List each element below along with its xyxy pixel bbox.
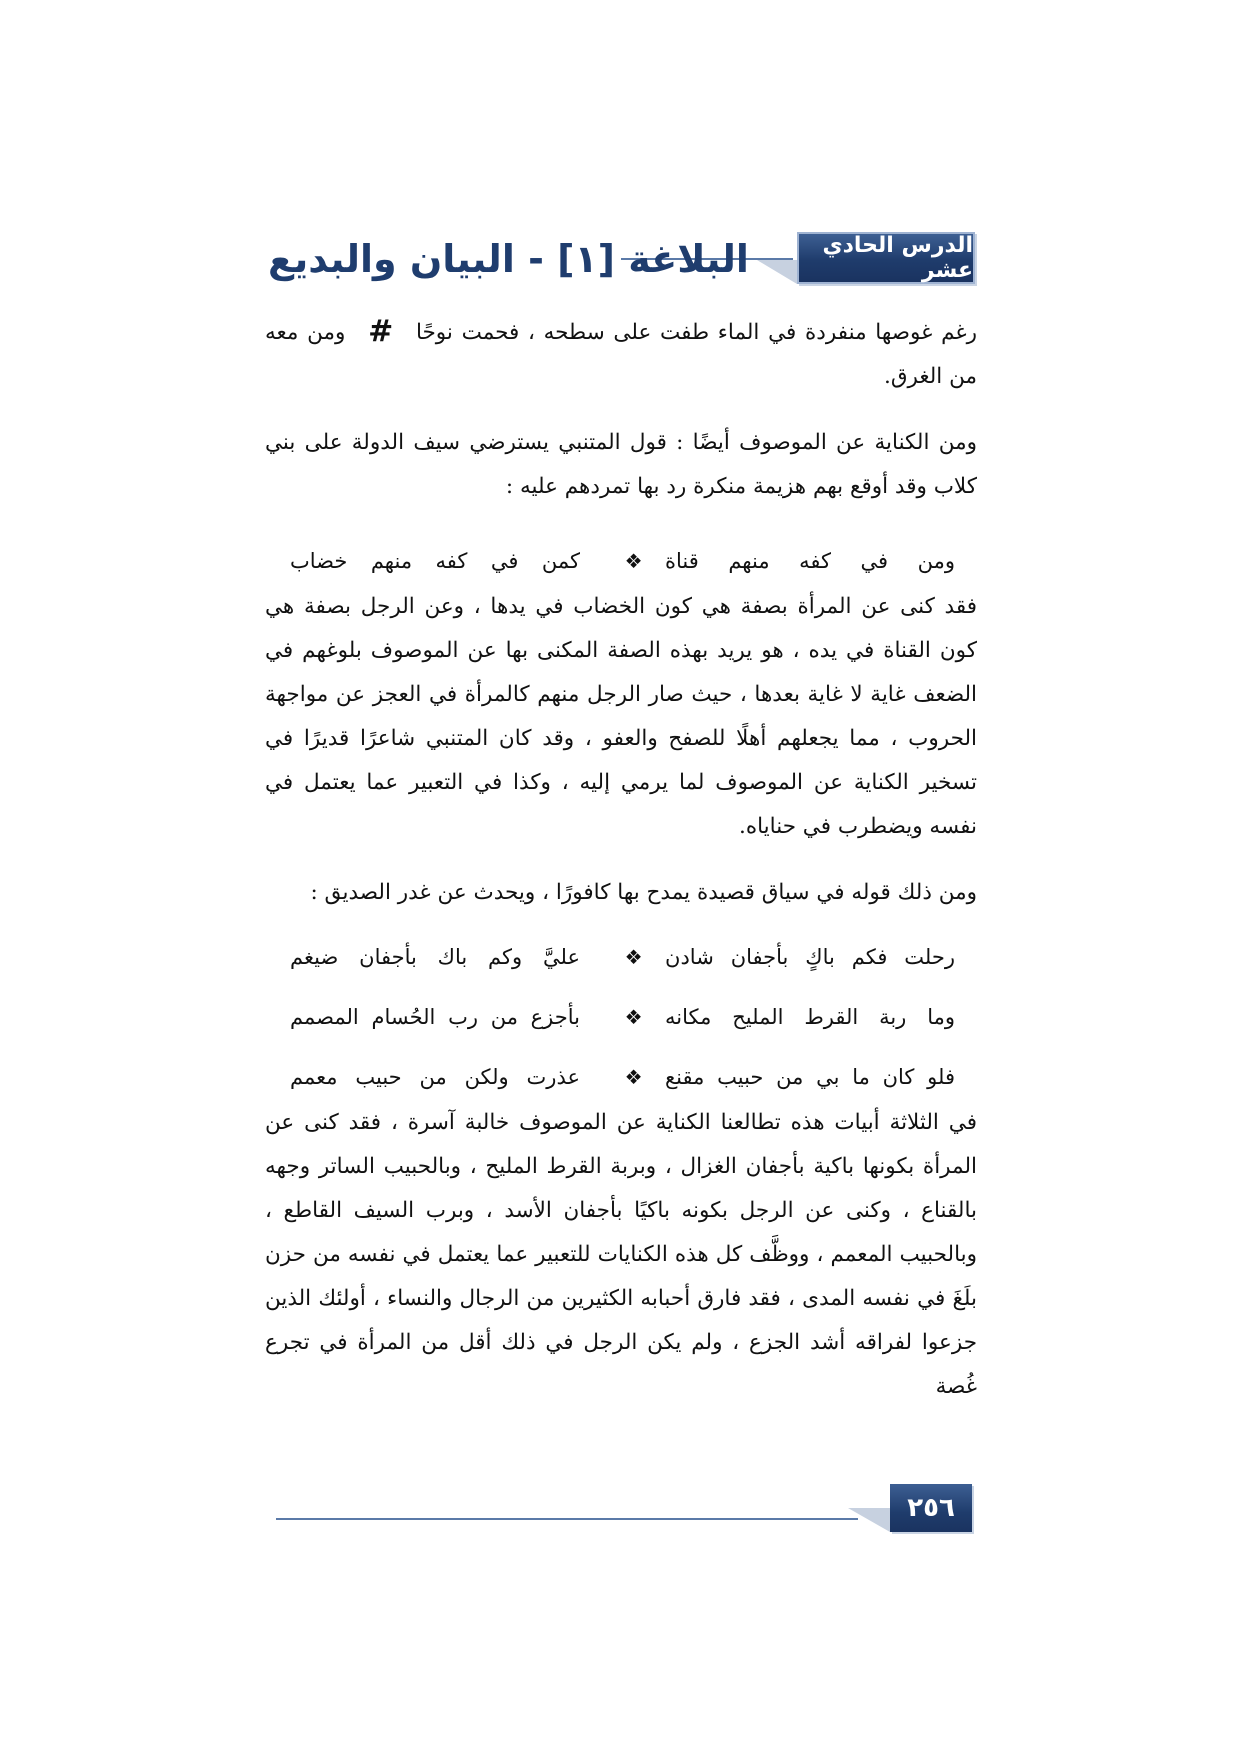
verse-3-first-hemistich	[665, 995, 955, 1039]
verse-word: قناة	[665, 549, 699, 573]
verse-word: عليَّ	[543, 945, 580, 969]
verse-word: رحلت	[904, 945, 955, 969]
book-title: البلاغة [١] - البيان والبديع	[268, 237, 749, 281]
verse-word: بي	[816, 1065, 840, 1089]
verse-word: ما	[852, 1065, 870, 1089]
verse-word: ولكن	[464, 1065, 509, 1089]
verse-word: كفه	[435, 549, 468, 573]
verse-3-second-hemistich	[290, 995, 580, 1039]
lesson-badge-tail	[757, 260, 797, 284]
verse-word: المصمم	[290, 1005, 359, 1029]
verse-word: كان	[882, 1065, 915, 1089]
verse-word: في	[490, 549, 519, 573]
verse-word: باكٍ	[805, 945, 835, 969]
verse-word: معمم	[290, 1065, 338, 1089]
paragraph-1-start: رغم غوصها منفردة في الماء طفت على سطحه ، فحمت نوحًا	[415, 320, 977, 345]
verse-1	[290, 531, 955, 591]
verse-word: حبيب	[717, 1065, 764, 1089]
page-number-tail	[848, 1508, 890, 1532]
verse-separator-icon: ❖	[624, 1005, 643, 1029]
verse-word: من	[490, 1005, 518, 1029]
verse-word: خضاب	[290, 549, 348, 573]
page-header	[268, 232, 975, 288]
verse-word: كمن	[541, 549, 580, 573]
verse-word: وما	[927, 1005, 955, 1029]
verse-word: فكم	[851, 945, 888, 969]
verse-word: وكم	[488, 945, 523, 969]
verse-word: بأجفان	[359, 945, 417, 969]
verse-word: مكانه	[665, 1005, 712, 1029]
verse-word: ضيغم	[290, 945, 339, 969]
verse-word: مقنع	[665, 1065, 705, 1089]
verse-word: بأجزع	[530, 1005, 580, 1029]
page-body	[265, 310, 977, 1409]
verse-separator-icon: ❖	[624, 945, 643, 969]
verse-word: حبيب	[355, 1065, 402, 1089]
verse-word: القرط	[804, 1005, 859, 1029]
verse-4-first-hemistich	[665, 1055, 955, 1099]
verse-4	[290, 1047, 955, 1107]
verse-word: شادن	[665, 945, 714, 969]
paragraph-2: ومن الكناية عن الموصوف أيضًا : قول المتنبي يسترضي سيف الدولة على بني كلاب وقد أوقع بهم هزيمة منكرة رد بها تمردهم عليه :	[265, 430, 977, 499]
peace-symbol: #	[368, 314, 394, 349]
verse-word: من	[776, 1065, 804, 1089]
footer-divider	[276, 1518, 858, 1520]
verse-word: المليح	[732, 1005, 784, 1029]
verse-word: كفه	[799, 549, 831, 573]
paragraph-4: ومن ذلك قوله في سياق قصيدة يمدح بها كافورًا ، ويحدث عن غدر الصديق :	[310, 880, 977, 905]
verse-3	[290, 987, 955, 1047]
page-number-badge	[890, 1484, 972, 1532]
verse-2-second-hemistich	[290, 935, 580, 979]
verse-word: باك	[437, 945, 468, 969]
verse-4-second-hemistich	[290, 1055, 580, 1099]
verse-word: الحُسام	[371, 1005, 436, 1029]
verse-word: ربة	[879, 1005, 907, 1029]
verse-word: في	[860, 549, 889, 573]
paragraph-1	[265, 310, 977, 399]
verse-1-first-hemistich	[665, 539, 955, 583]
verse-word: بأجفان	[730, 945, 789, 969]
verse-separator-icon: ❖	[624, 549, 643, 573]
verse-2-first-hemistich	[665, 935, 955, 979]
page-number: ٢٥٦	[907, 1493, 955, 1523]
verse-word: ومن	[917, 549, 955, 573]
verse-word: من	[419, 1065, 447, 1089]
verse-1-second-hemistich	[290, 539, 580, 583]
verse-word: فلو	[927, 1065, 955, 1089]
paragraph-5: في الثلاثة أبيات هذه تطالعنا الكناية عن الموصوف خالبة آسرة ، فقد كنى عن المرأة بكونها باكية بأجفان الغزال ، وبربة القرط المليح ، وبالحبيب الساتر وجهه بالقناع ، وكنى عن الرجل بكونه باكيًا بأجفان الأسد ، وبرب السيف القاطع ، وبالحبيب المعمم ، ووظَّف كل هذه الكنايات للتعبير عما يعتمل في نفسه من حزن بلَغَ في نفسه المدى ، فقد فارق أحبابه الكثيرين من الرجال والنساء ، أولئك الذين جزعوا لفراقه أشد الجزع ، ولم يكن الرجل في ذلك أقل من المرأة في تجرع غُصة	[265, 1110, 977, 1399]
lesson-label: الدرس الحادي عشر	[822, 233, 973, 283]
verse-word: منهم	[728, 549, 770, 573]
verse-2	[290, 927, 955, 987]
paragraph-3: فقد كنى عن المرأة بصفة هي كون الخضاب في يدها ، وعن الرجل بصفة هي كون القناة في يده ، هو يريد بهذه الصفة المكنى بها عن الموصوف بلوغهم في الضعف غاية لا غاية بعدها ، حيث صار الرجل منهم كالمرأة في العجز عن مواجهة الحروب ، مما يجعلهم أهلًا للصفح والعفو ، وقد كان المتنبي شاعرًا قديرًا في تسخير الكناية عن الموصوف لما يرمي إليه ، وكذا في التعبير عما يعتمل في نفسه ويضطرب في حناياه.	[265, 594, 977, 839]
verse-word: رب	[448, 1005, 479, 1029]
lesson-badge	[797, 232, 975, 284]
verse-separator-icon: ❖	[624, 1065, 643, 1089]
verse-word: منهم	[370, 549, 413, 573]
paragraph-1-end: ومن معه من الغرق.	[265, 320, 977, 389]
verse-word: عذرت	[526, 1065, 580, 1089]
